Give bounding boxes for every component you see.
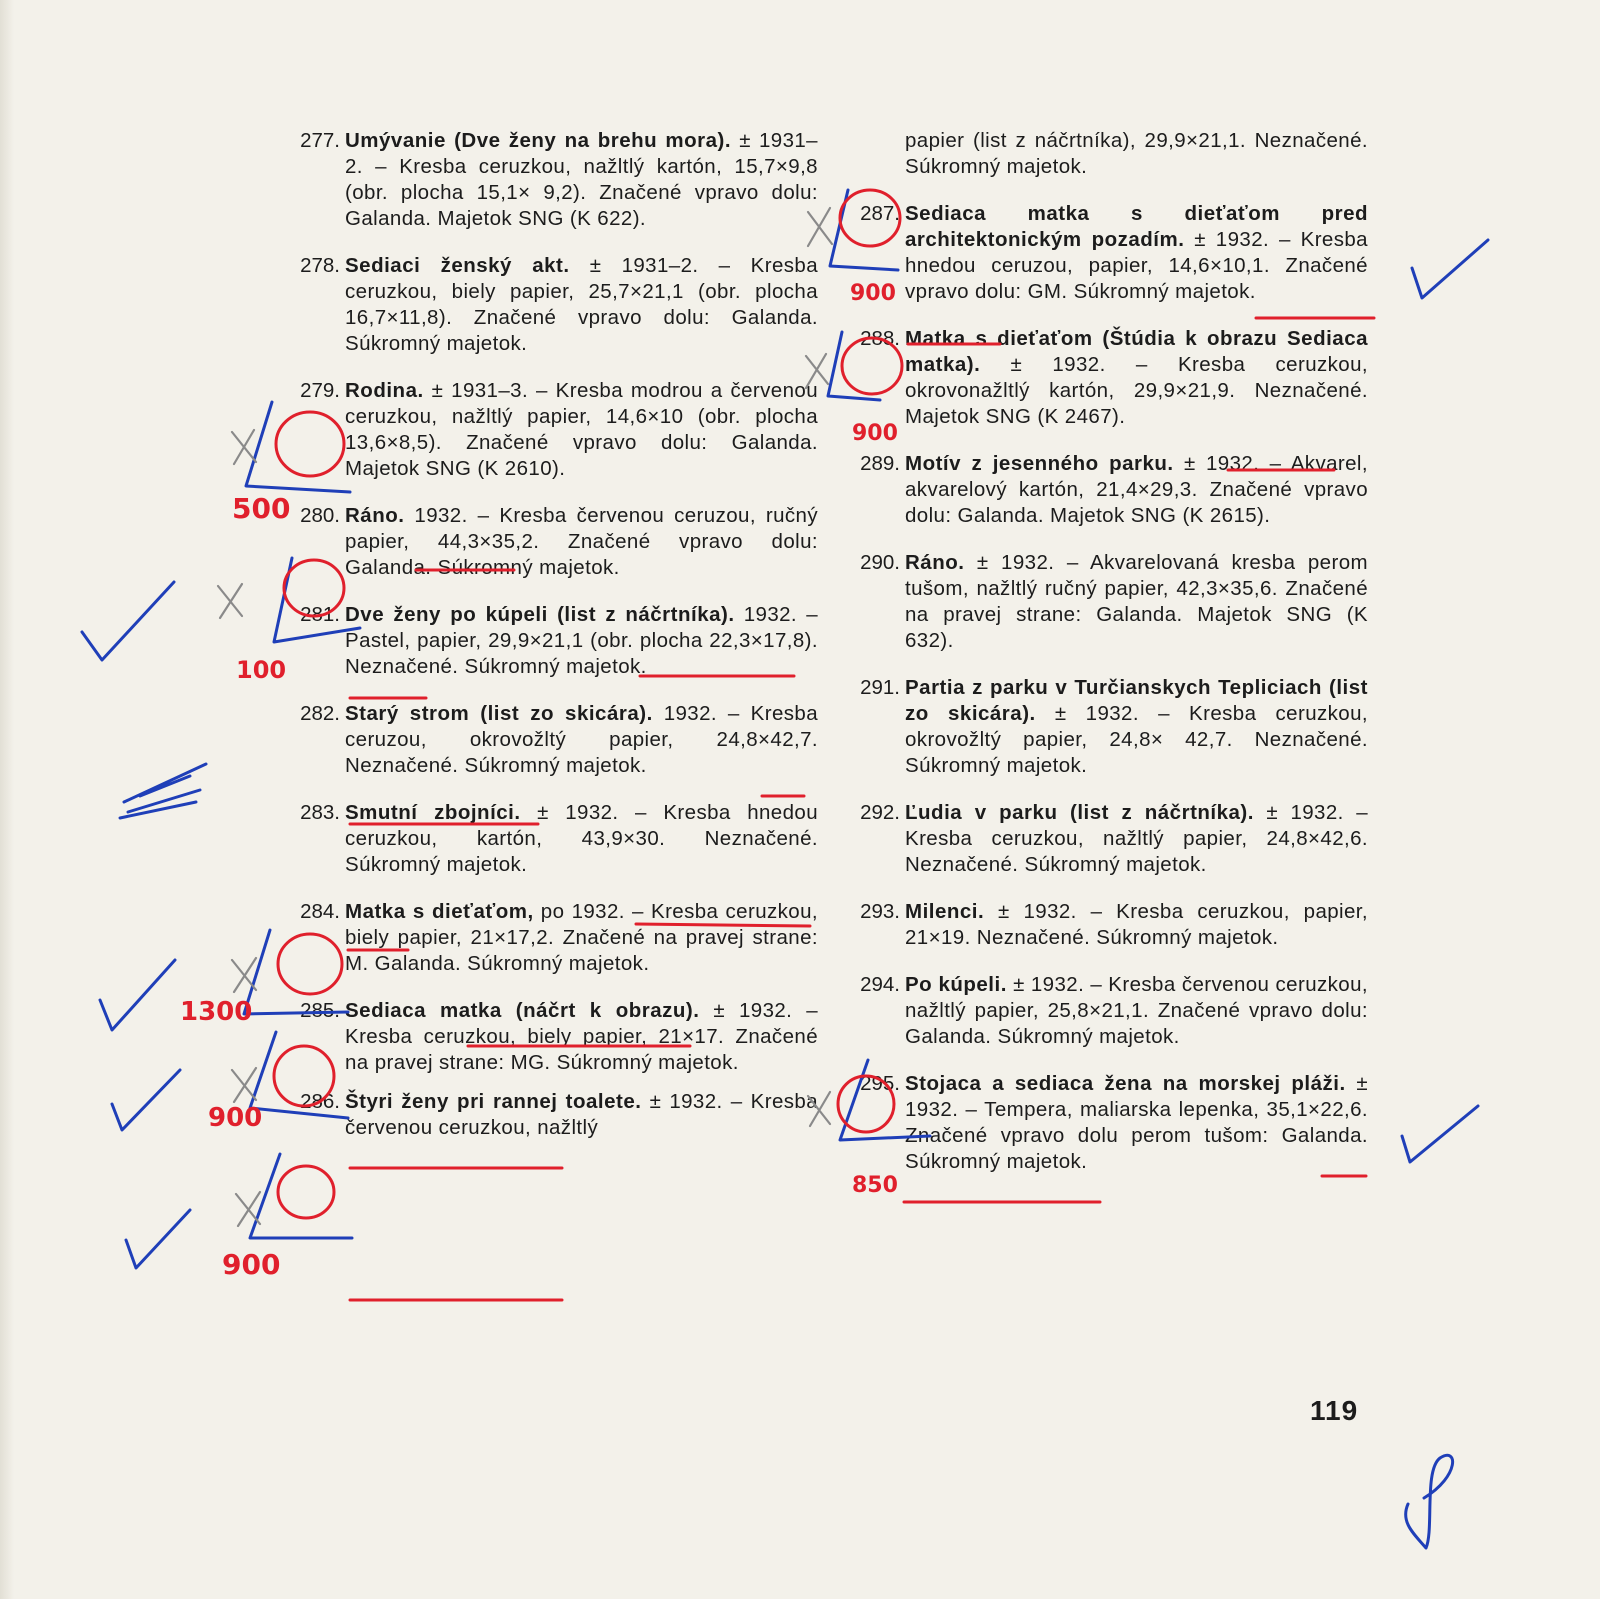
- entry-number: 277.: [300, 129, 340, 152]
- entry-title: Partia z parku v Turčianskych Tepliciach (list zo skicára).: [905, 676, 1368, 725]
- entry-text: ± 1932. – Kresba ceruzkou, nažltlý papier, 24,8×42,6. Neznačené. Súkromný majetok.: [905, 801, 1368, 876]
- pencil-cross-icon: [232, 430, 256, 464]
- entry-text: 1932. – Kresba ceruzou, okrovožltý papier, 24,8×42,7. Neznačené. Súkromný majetok.: [345, 702, 818, 777]
- page-number: 119: [1310, 1395, 1359, 1426]
- entry-title: Ráno.: [345, 504, 405, 527]
- entry-text: ± 1932. – Kresba ceruzkou, papier, 21×19. Neznačené. Súkromný majetok.: [905, 900, 1368, 949]
- entry-title: Sediaci ženský akt.: [345, 254, 570, 277]
- entry-title: Motív z jesenného parku.: [905, 452, 1174, 475]
- entry-number: 284.: [300, 900, 340, 923]
- handwritten-price-283: 1300: [180, 997, 253, 1027]
- catalog-entry-284: [288, 899, 818, 977]
- entry-text: ± 1932. – Kresba ceruzkou, biely papier, 21×17. Značené na pravej strane: MG. Súkromný majetok.: [345, 999, 818, 1074]
- pencil-cross-icon: [232, 958, 256, 992]
- entry-title: Matka s dieťaťom (Štúdia k obrazu Sediaca matka).: [905, 327, 1368, 376]
- check-mark-icon: [1402, 1106, 1478, 1162]
- entry-title: Smutní zbojníci.: [345, 801, 521, 824]
- handwritten-price-280: 100: [236, 656, 287, 684]
- catalog-entry-293: [848, 899, 1368, 951]
- pencil-cross-icon: [236, 1192, 260, 1226]
- catalog-entry-280: [288, 503, 818, 581]
- cross-mark-icon: [120, 764, 206, 818]
- entry-title: Starý strom (list zo skicára).: [345, 702, 653, 725]
- entry-title: Rodina.: [345, 379, 424, 402]
- catalog-entry-279: [288, 378, 818, 482]
- check-mark-icon: [82, 582, 174, 660]
- check-mark-icon: [1412, 240, 1488, 298]
- catalog-entry-288: [848, 326, 1368, 430]
- entry-text: ± 1932. – Kresba červenou ceruzkou, nažltlý: [345, 1090, 818, 1139]
- entry-number: 283.: [300, 801, 340, 824]
- entry-title: Sediaca matka s dieťaťom pred architektonickým pozadím.: [905, 202, 1368, 251]
- handwritten-price-294: 850: [852, 1173, 898, 1198]
- entry-text: ± 1932. – Kresba ceruzkou, okrovožltý papier, 24,8× 42,7. Neznačené. Súkromný majetok.: [905, 702, 1368, 777]
- loop-mark-icon: [1406, 1455, 1453, 1548]
- entry-text: 1932. – Pastel, papier, 29,9×21,1 (obr. plocha 22,3×17,8). Neznačené. Súkromný majetok.: [345, 603, 818, 678]
- handwritten-price-284: 900: [208, 1103, 263, 1133]
- check-mark-icon: [126, 1210, 190, 1268]
- catalog-column-right: [848, 128, 1368, 1196]
- entry-text: ± 1932. – Kresba ceruzkou, okrovonažltlý kartón, 29,9×21,9. Neznačené. Majetok SNG (K 2467).: [905, 353, 1368, 428]
- pencil-cross-icon: [232, 1068, 256, 1102]
- entry-number: 281.: [300, 603, 340, 626]
- entry-text: ± 1932. – Kresba červenou ceruzkou, nažltlý papier, 25,8×21,1. Značené vpravo dolu: Galanda. Súkromný majetok.: [905, 973, 1368, 1048]
- entry-title: Matka s dieťaťom,: [345, 900, 534, 923]
- bracket-mark-icon: [250, 1154, 352, 1238]
- entry-text: ± 1931–2. – Kresba ceruzkou, nažltlý kartón, 15,7×9,8 (obr. plocha 15,1× 9,2). Značené vpravo dolu: Galanda. Majetok SNG (K 622).: [345, 129, 818, 230]
- entry-number: 279.: [300, 379, 340, 402]
- entry-number: 278.: [300, 254, 340, 277]
- handwritten-price-285: 900: [222, 1248, 281, 1281]
- entry-number: 288.: [860, 327, 900, 350]
- entry-number: 290.: [860, 551, 900, 574]
- catalog-entry-277: [288, 128, 818, 232]
- catalog-entry-278: [288, 253, 818, 357]
- entry-title: Dve ženy po kúpeli (list z náčrtníka).: [345, 603, 735, 626]
- entry-number: 280.: [300, 504, 340, 527]
- catalog-entry-286: [288, 1089, 818, 1141]
- handwritten-price-288: 900: [852, 421, 898, 446]
- entry-number: 287.: [860, 202, 900, 225]
- entry-number: 285.: [300, 999, 340, 1022]
- entry-text: ± 1932. – Akvarel, akvarelový kartón, 21,4×29,3. Značené vpravo dolu: Galanda. Majetok SNG (K 2615).: [905, 452, 1368, 527]
- check-mark-icon: [100, 960, 175, 1030]
- entry-title: Stojaca a sediaca žena na morskej pláži.: [905, 1072, 1346, 1095]
- catalog-entry-290: [848, 550, 1368, 654]
- entry-text: ± 1931–3. – Kresba modrou a červenou ceruzkou, nažltlý papier, 14,6×10 (obr. plocha 13,6×8,5). Značené vpravo dolu: Galanda. Majetok SNG (K 2610).: [345, 379, 818, 480]
- entry-text: ± 1932. – Tempera, maliarska lepenka, 35,1×22,6. Značené vpravo dolu perom tušom: Galanda. Súkromný majetok.: [905, 1072, 1368, 1173]
- catalog-entry-289: [848, 451, 1368, 529]
- entry-text: 1932. – Kresba červenou ceruzou, ručný papier, 44,3×35,2. Značené vpravo dolu: Galanda. Súkromný majetok.: [345, 504, 818, 579]
- catalog-entry-292: [848, 800, 1368, 878]
- entry-number: 291.: [860, 676, 900, 699]
- entry-title: Štyri ženy pri rannej toalete.: [345, 1090, 642, 1113]
- entry-number: 293.: [860, 900, 900, 923]
- entry-title: Ráno.: [905, 551, 965, 574]
- catalog-column-left: [288, 128, 818, 1162]
- entry-number: 282.: [300, 702, 340, 725]
- entry-number: 294.: [860, 973, 900, 996]
- check-mark-icon: [112, 1070, 180, 1130]
- entry-286-continuation: papier (list z náčrtníka), 29,9×21,1. Neznačené. Súkromný majetok.: [905, 129, 1368, 178]
- catalog-entry-295: [848, 1071, 1368, 1175]
- page-binding-edge: [0, 0, 14, 1599]
- entry-text: ± 1931–2. – Kresba ceruzkou, biely papier, 25,7×21,1 (obr. plocha 16,7×11,8). Značené vpravo dolu: Galanda. Súkromný majetok.: [345, 254, 818, 355]
- catalog-entry-282: [288, 701, 818, 779]
- entry-title: Ľudia v parku (list z náčrtníka).: [905, 801, 1254, 824]
- catalog-entry-294: [848, 972, 1368, 1050]
- entry-title: Sediaca matka (náčrt k obrazu).: [345, 999, 700, 1022]
- entry-number: 286.: [300, 1090, 340, 1113]
- entry-text: ± 1932. – Kresba hnedou ceruzkou, kartón, 43,9×30. Neznačené. Súkromný majetok.: [345, 801, 818, 876]
- catalog-entry-291: [848, 675, 1368, 779]
- pencil-cross-icon: [218, 584, 242, 618]
- entry-title: Milenci.: [905, 900, 985, 923]
- circle-mark-icon: [278, 1166, 334, 1218]
- entry-title: Umývanie (Dve ženy na brehu mora).: [345, 129, 732, 152]
- entry-number: 295.: [860, 1072, 900, 1095]
- entry-number: 289.: [860, 452, 900, 475]
- catalog-entry-285: [288, 998, 818, 1076]
- catalog-entry-283: [288, 800, 818, 878]
- entry-text: ± 1932. – Akvarelovaná kresba perom tušom, nažltlý ručný papier, 42,3×35,6. Značené na pravej strane: Galanda. Majetok SNG (K 632).: [905, 551, 1368, 652]
- entry-text: po 1932. – Kresba ceruzkou, biely papier, 21×17,2. Značené na pravej strane: M. Galanda. Súkromný majetok.: [345, 900, 818, 975]
- entry-title: Po kúpeli.: [905, 973, 1007, 996]
- catalog-entry-287: [848, 201, 1368, 305]
- entry-number: 292.: [860, 801, 900, 824]
- entry-text: ± 1932. – Kresba hnedou ceruzou, papier, 14,6×10,1. Značené vpravo dolu: GM. Súkromný majetok.: [905, 228, 1368, 303]
- handwritten-price-287: 900: [850, 281, 896, 306]
- catalog-entry-281: [288, 602, 818, 680]
- handwritten-price-279: 500: [232, 492, 291, 525]
